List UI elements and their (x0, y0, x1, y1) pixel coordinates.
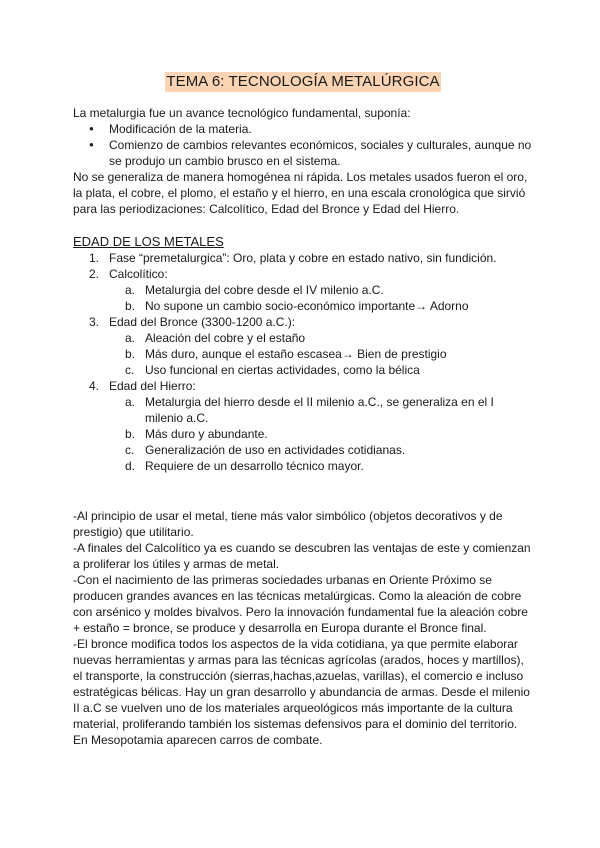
blank-space (73, 474, 533, 508)
stage-label: Calcolítico: (109, 267, 168, 281)
substage-text: Uso funcional en ciertas actividades, como la bélica (145, 363, 420, 377)
stage-item (73, 314, 533, 378)
stage-item (73, 266, 533, 314)
note-paragraph: -Con el nacimiento de las primeras sociedades urbanas en Oriente Próximo se producen grandes avances en las técnicas metalúrgicas. Como la aleación de cobre con arsénico y moldes bivalvos. Pero la innovación fundamental fue la aleación cobre + estaño = bronce, se produce y desarrolla en Europa durante el Bronce final. (73, 573, 528, 635)
substage-letter: b. (125, 299, 136, 313)
substage-text: Aleación del cobre y el estaño (145, 331, 306, 345)
intro-bullet-list (73, 121, 533, 169)
stage-label: Fase “premetalurgica”: Oro, plata y cobre en estado nativo, sin fundición. (109, 251, 497, 265)
note-paragraph: -Al principio de usar el metal, tiene más valor simbólico (objetos decorativos y de prestigio) que utilitario. (73, 509, 503, 539)
substage-item (109, 282, 533, 298)
document-title: TEMA 6: TECNOLOGÍA METALÚRGICA (166, 73, 440, 90)
substage-letter: b. (125, 347, 136, 361)
substage-letter: a. (125, 395, 136, 409)
substage-text: Más duro, aunque el estaño escasea→ Bien de prestigio (145, 347, 447, 361)
title-block (73, 72, 533, 92)
stages-list (73, 250, 533, 474)
substage-item (109, 330, 533, 346)
substage-letter: a. (125, 283, 136, 297)
substage-item (109, 442, 533, 458)
substage-item (109, 298, 533, 314)
substage-letter: c. (125, 443, 135, 457)
substage-text: Requiere de un desarrollo técnico mayor. (145, 459, 364, 473)
stage-number: 3. (89, 315, 100, 329)
substage-letter: d. (125, 459, 136, 473)
bullet-item: ● Comienzo de cambios relevantes económicos, sociales y culturales, aunque no se produjo un cambio brusco en el sistema. (109, 137, 533, 169)
note-paragraph: -El bronce modifica todos los aspectos de la vida cotidiana, ya que permite elaborar nuevas herramientas y armas para las técnicas agrícolas (arados, hoces y martillos), el transporte, la construcción (sierras,hachas,azuelas, varillas), el comercio e incluso estratégicas bélicas. Hay un gran desarrollo y abundancia de armas. Desde el milenio II a.C se vuelven uno de los materiales arqueológicos más importante de la cultura material, proliferando también los sistemas defensivos para el dominio del territorio. En Mesopotamia aparecen carros de combate. (73, 637, 530, 747)
document-page (73, 72, 533, 748)
bullet-item: ● Modificación de la materia. (109, 121, 533, 137)
substage-letter: b. (125, 427, 136, 441)
stage-number: 4. (89, 379, 100, 393)
substage-letter: c. (125, 363, 135, 377)
substage-list (109, 394, 533, 474)
stage-number: 1. (89, 251, 100, 265)
intro-text: La metalurgia fue un avance tecnológico fundamental, suponía: (73, 106, 411, 120)
substage-list (109, 330, 533, 378)
substage-item (109, 394, 533, 426)
substage-text: No supone un cambio socio-económico importante→ Adorno (145, 299, 469, 313)
substage-item (109, 426, 533, 442)
substage-text: Metalurgia del hierro desde el II milenio a.C., se generaliza en el I milenio a.C. (145, 395, 494, 425)
stage-label: Edad del Bronce (3300-1200 a.C.): (109, 315, 296, 329)
stage-label: Edad del Hierro: (109, 379, 196, 393)
note-paragraph: -A finales del Calcolítico ya es cuando se descubren las ventajas de este y comienzan a proliferar los útiles y armas de metal. (73, 541, 531, 571)
stage-item (73, 250, 533, 266)
stage-number: 2. (89, 267, 100, 281)
substage-text: Generalización de uso en actividades cotidianas. (145, 443, 406, 457)
section-heading: EDAD DE LOS METALES (73, 234, 224, 249)
substage-letter: a. (125, 331, 136, 345)
notes-block (73, 508, 533, 748)
substage-item (109, 362, 533, 378)
paragraph-metals: No se generaliza de manera homogénea ni rápida. Los metales usados fueron el oro, la plata, el cobre, el plomo, el estaño y el hierro, en una escala cronológica que sirvió para las periodizaciones: Calcolítico, Edad del Bronce y Edad del Hierro. (73, 170, 528, 216)
substage-item (109, 458, 533, 474)
stage-item (73, 378, 533, 474)
substage-text: Metalurgia del cobre desde el IV milenio a.C. (145, 283, 384, 297)
substage-list (109, 282, 533, 314)
substage-text: Más duro y abundante. (145, 427, 268, 441)
substage-item (109, 346, 533, 362)
